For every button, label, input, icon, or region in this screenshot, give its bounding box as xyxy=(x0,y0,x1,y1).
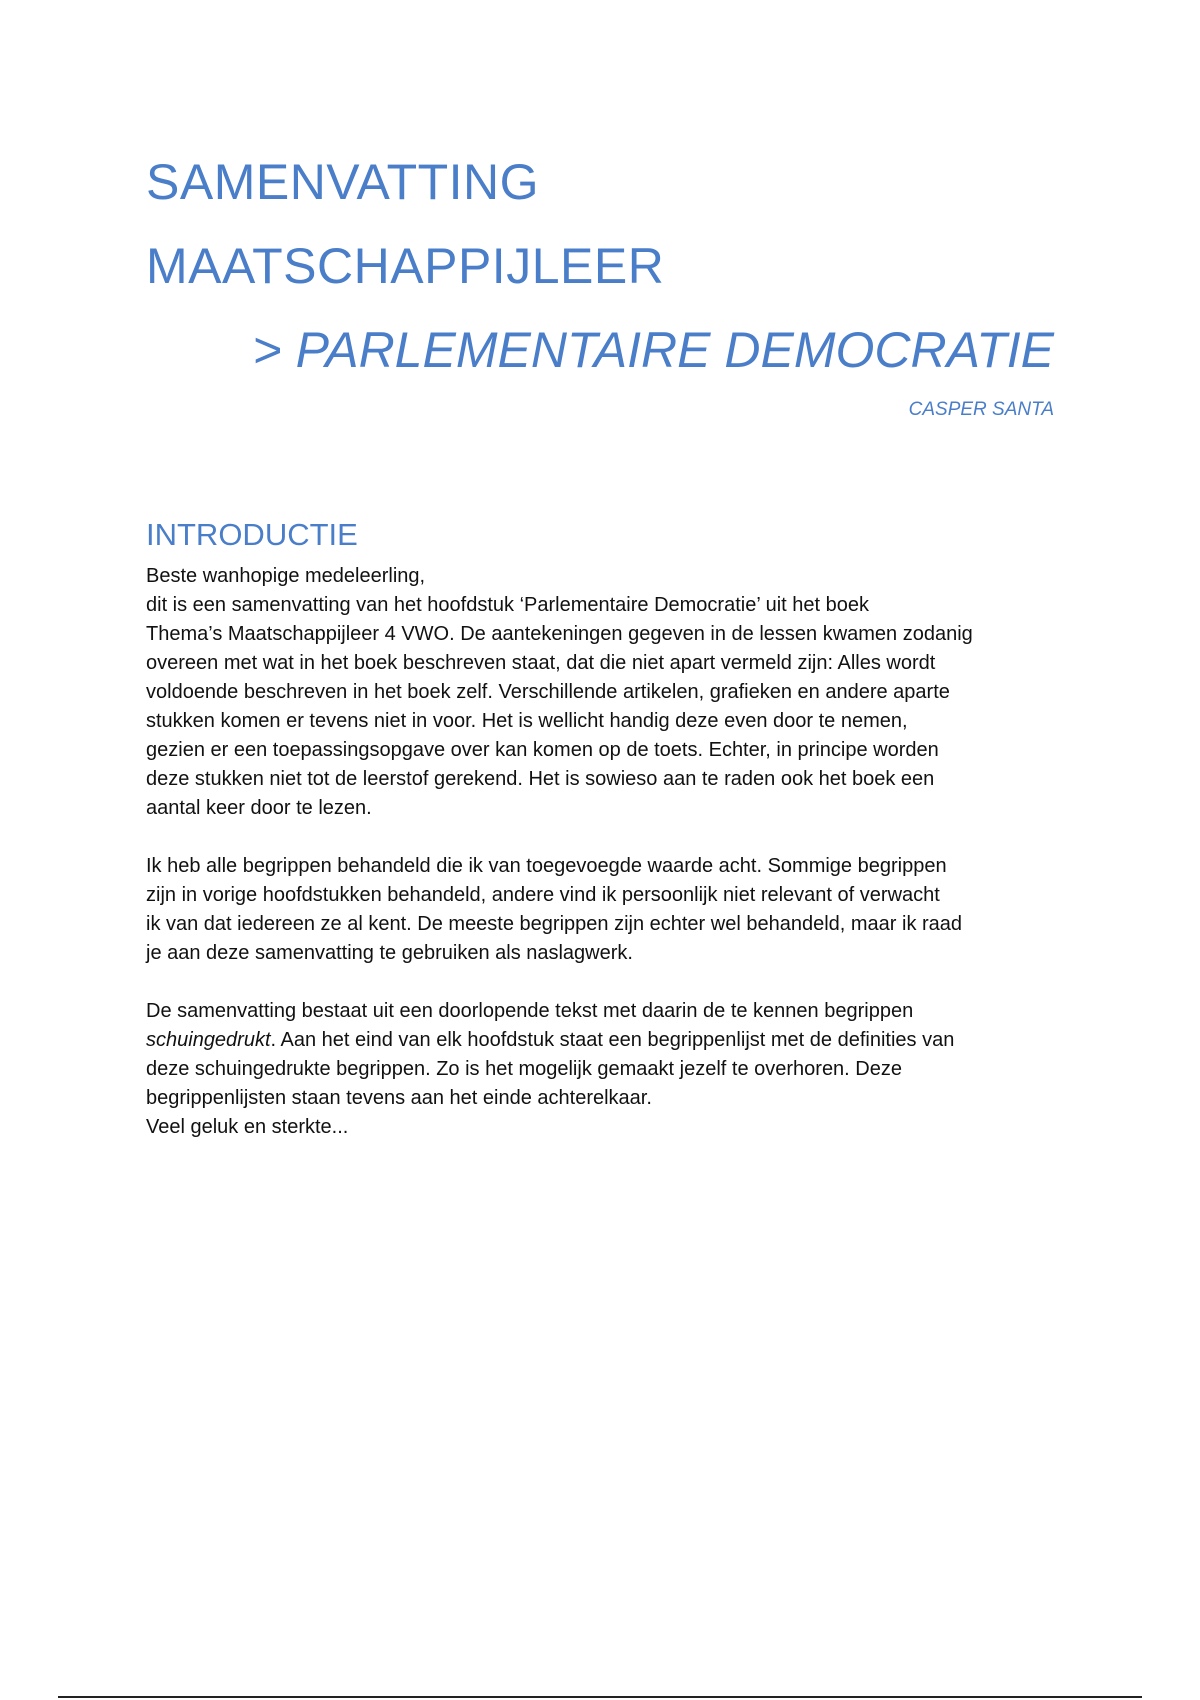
text-line: Ik heb alle begrippen behandeld die ik van toegevoegde waarde acht. Sommige begrippen xyxy=(146,855,947,877)
text-fragment: . Aan het eind van elk hoofdstuk staat een begrippenlijst met de definities van xyxy=(270,1029,955,1051)
text-line: gezien er een toepassingsopgave over kan komen op de toets. Echter, in principe worden xyxy=(146,739,939,761)
text-line: aantal keer door te lezen. xyxy=(146,797,372,819)
text-line: overeen met wat in het boek beschreven staat, dat die niet apart vermeld zijn: Alles wordt xyxy=(146,652,936,674)
italic-term: schuingedrukt xyxy=(146,1029,271,1051)
author-name: CASPER SANTA xyxy=(908,399,1054,420)
paragraph-3 xyxy=(146,997,1066,1142)
text-line xyxy=(146,1026,1066,1055)
text-line: De samenvatting bestaat uit een doorlopende tekst met daarin de te kennen begrippen xyxy=(146,1000,914,1022)
closing-line: Veel geluk en sterkte... xyxy=(146,1116,349,1138)
text-line: begrippenlijsten staan tevens aan het einde achterelkaar. xyxy=(146,1087,652,1109)
text-line: deze stukken niet tot de leerstof gerekend. Het is sowieso aan te raden ook het boek een xyxy=(146,768,935,790)
text-line: deze schuingedrukte begrippen. Zo is het mogelijk gemaakt jezelf te overhoren. Deze xyxy=(146,1058,902,1080)
title-line-1: SAMENVATTING xyxy=(146,154,540,210)
text-line: Beste wanhopige medeleerling, xyxy=(146,565,426,587)
paragraph-1 xyxy=(146,562,1066,823)
text-line: zijn in vorige hoofdstukken behandeld, andere vind ik persoonlijk niet relevant of verwacht xyxy=(146,884,940,906)
title-line-2: MAATSCHAPPIJLEER xyxy=(146,238,665,294)
paragraph-2 xyxy=(146,852,1066,968)
subtitle: > PARLEMENTAIRE DEMOCRATIE xyxy=(252,322,1054,378)
section-heading-introductie: INTRODUCTIE xyxy=(146,517,358,552)
text-line: voldoende beschreven in het boek zelf. Verschillende artikelen, grafieken en andere aparte xyxy=(146,681,950,703)
text-line: stukken komen er tevens niet in voor. Het is wellicht handig deze even door te nemen, xyxy=(146,710,908,732)
footer-divider xyxy=(58,1696,1142,1698)
text-line: dit is een samenvatting van het hoofdstuk ‘Parlementaire Democratie’ uit het boek xyxy=(146,594,869,616)
text-line: ik van dat iedereen ze al kent. De meeste begrippen zijn echter wel behandeld, maar ik raad xyxy=(146,913,963,935)
text-line: je aan deze samenvatting te gebruiken als naslagwerk. xyxy=(146,942,633,964)
introduction-body xyxy=(146,562,1066,1171)
text-line: Thema’s Maatschappijleer 4 VWO. De aantekeningen gegeven in de lessen kwamen zodanig xyxy=(146,623,973,645)
